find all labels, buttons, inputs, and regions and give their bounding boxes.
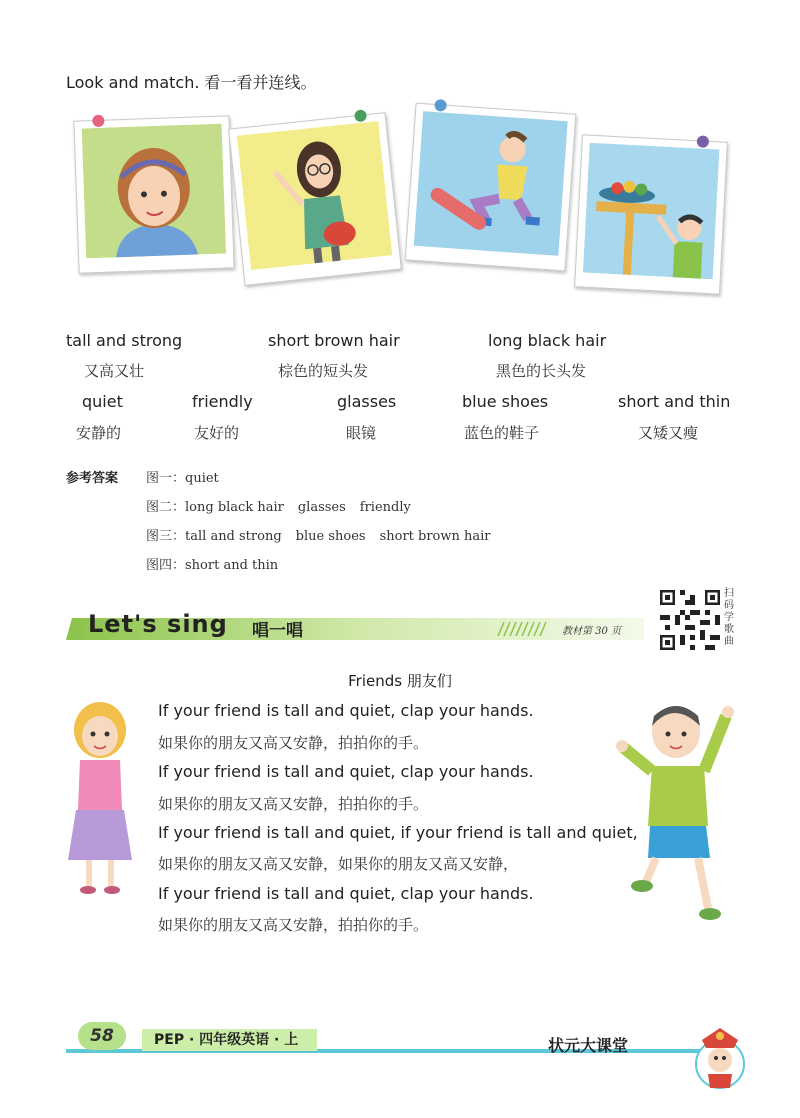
answer-word: short and thin [185, 558, 279, 573]
song-line-en: If your friend is tall and quiet, clap your hands. [158, 762, 534, 781]
word-friendly: friendly [192, 392, 253, 411]
word-short-and-thin-cn: 又矮又瘦 [638, 424, 699, 442]
word-glasses-cn: 眼镜 [346, 424, 377, 442]
photo-boy-skateboard [405, 103, 577, 272]
answer-word: tall and strong [185, 529, 282, 544]
boy-illustration [612, 696, 742, 930]
word-long-black-hair-cn: 黑色的长头发 [496, 362, 587, 380]
answer-key: 图四： [146, 558, 186, 573]
photo-girl [73, 115, 234, 273]
word-short-and-thin: short and thin [618, 392, 731, 411]
section-title-cn: 唱一唱 [252, 621, 303, 641]
song-line-en: If your friend is tall and quiet, clap your hands. [158, 884, 534, 903]
answer-line-1 [146, 467, 219, 486]
girl-illustration [60, 700, 140, 900]
photo-boy-fruit [574, 134, 728, 294]
song-line-cn: 如果你的朋友又高又安静，拍拍你的手。 [158, 795, 429, 813]
word-tall-and-strong: tall and strong [66, 331, 183, 350]
answer-line-3 [146, 525, 491, 544]
answer-word: blue shoes [295, 529, 366, 544]
brand-name: 状元大课堂 [548, 1036, 629, 1055]
song-line-en: If your friend is tall and quiet, if your friend is tall and quiet, [158, 823, 638, 842]
song-line-cn: 如果你的朋友又高又安静，拍拍你的手。 [158, 734, 429, 752]
photo-girl-glasses [228, 112, 402, 286]
qr-caption: 扫码学歌曲 [724, 588, 734, 647]
song-title: Friends 朋友们 [348, 672, 452, 690]
answer-word: long black hair [185, 500, 284, 515]
section-banner [66, 610, 644, 644]
pushpin-icon [354, 109, 367, 122]
answer-word: quiet [185, 471, 219, 486]
mascot-illustration [690, 1024, 750, 1094]
answer-key: 图一： [146, 471, 186, 486]
word-friendly-cn: 友好的 [194, 424, 240, 442]
word-short-brown-hair-cn: 棕色的短头发 [278, 362, 369, 380]
song-line-en: If your friend is tall and quiet, clap your hands. [158, 701, 534, 720]
qr-code-icon[interactable] [660, 590, 720, 650]
word-blue-shoes: blue shoes [462, 392, 549, 411]
pushpin-icon [697, 135, 710, 148]
page-number: 58 [78, 1022, 126, 1050]
answer-key: 图二： [146, 500, 186, 515]
answer-line-4 [146, 554, 278, 573]
section-title: Let's sing [88, 610, 228, 638]
answer-word: short brown hair [379, 529, 491, 544]
word-glasses: glasses [337, 392, 397, 411]
word-tall-and-strong-cn: 又高又壮 [84, 362, 145, 380]
answers-label: 参考答案 [66, 471, 119, 486]
word-long-black-hair: long black hair [488, 331, 607, 350]
answer-word: friendly [359, 500, 411, 515]
answer-line-2 [146, 496, 411, 515]
answer-word: glasses [297, 500, 346, 515]
song-line-cn: 如果你的朋友又高又安静，拍拍你的手。 [158, 916, 429, 934]
pushpin-icon [434, 99, 447, 112]
pushpin-icon [92, 115, 104, 127]
word-blue-shoes-cn: 蓝色的鞋子 [464, 424, 540, 442]
answer-key: 图三： [146, 529, 186, 544]
word-quiet-cn: 安静的 [76, 424, 122, 442]
instruction-heading: Look and match. 看一看并连线。 [66, 73, 317, 92]
word-quiet: quiet [82, 392, 123, 411]
word-short-brown-hair: short brown hair [268, 331, 400, 350]
book-name: PEP · 四年级英语 · 上 [142, 1029, 317, 1051]
song-line-cn: 如果你的朋友又高又安静，如果你的朋友又高又安静， [158, 855, 519, 873]
textbook-page-ref: 教材第 30 页 [562, 626, 622, 637]
